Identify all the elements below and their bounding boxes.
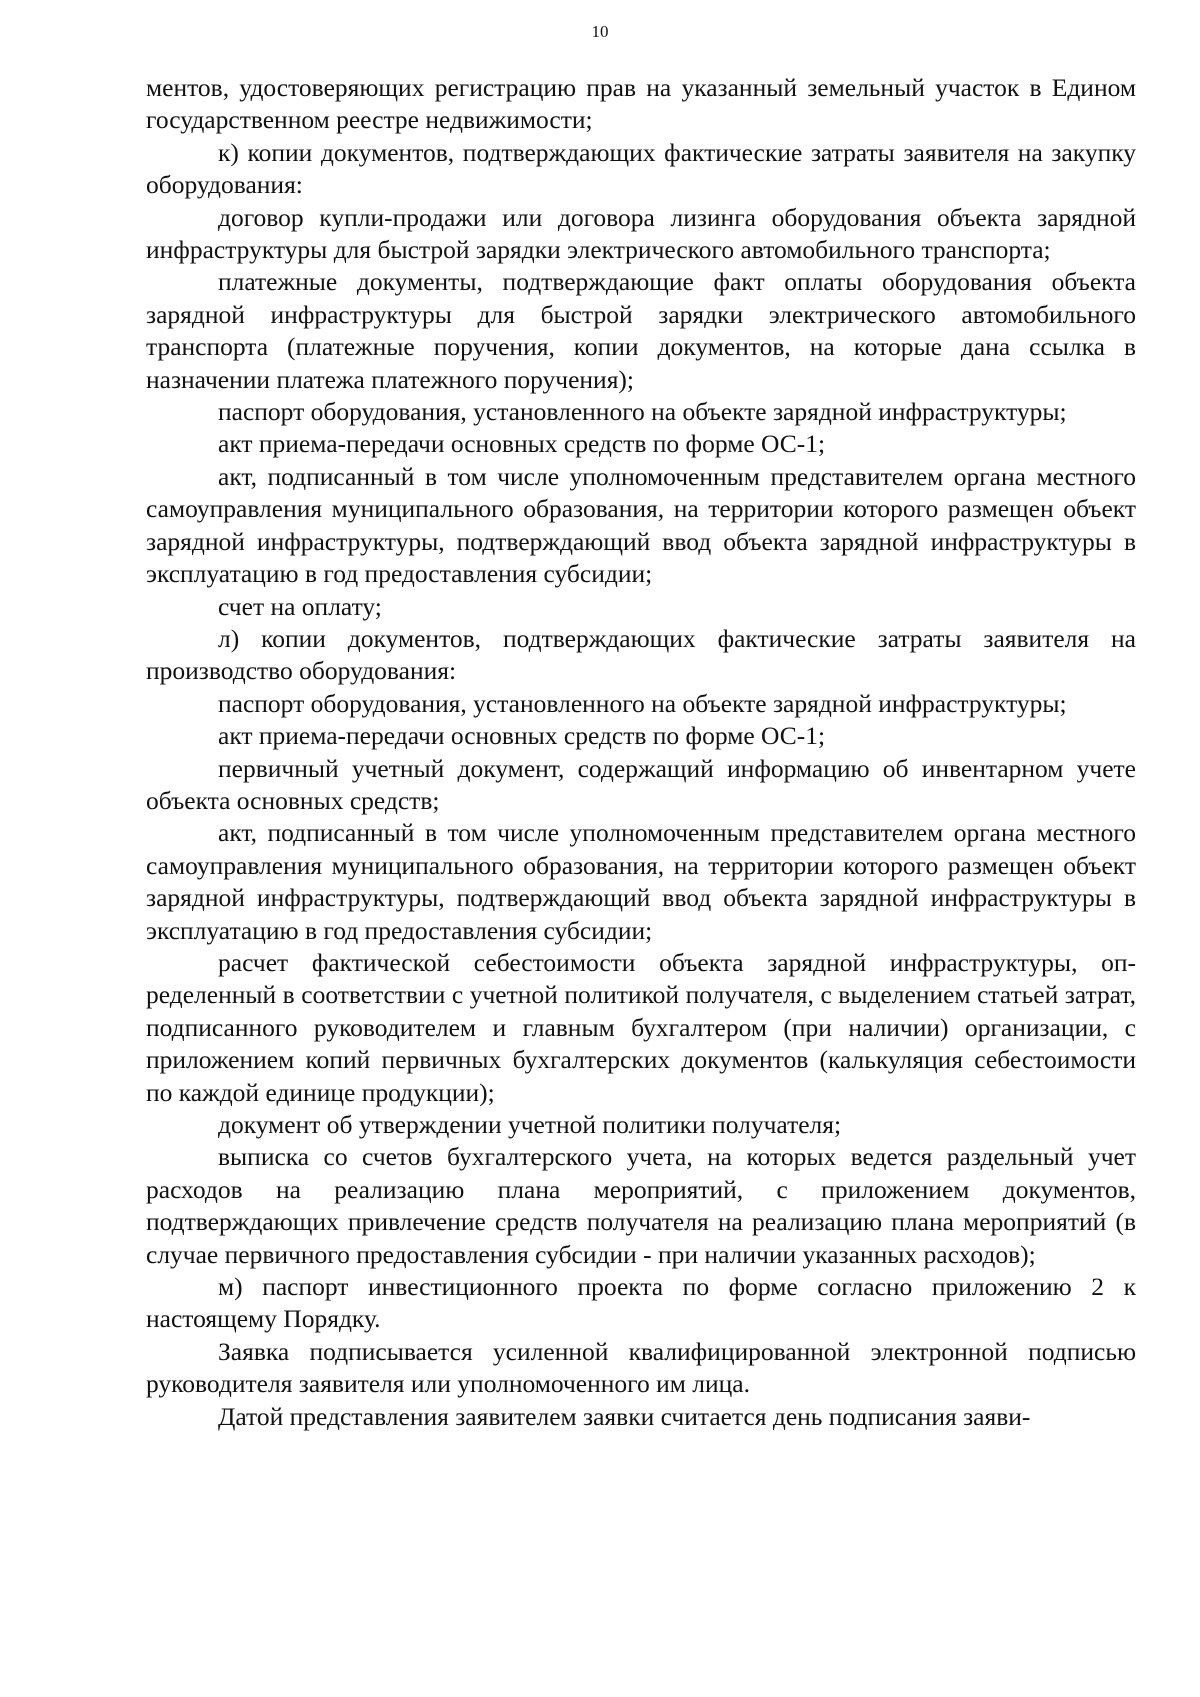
paragraph: первичный учетный документ, содержащий информацию об инвентарном учете объекта основных средств; (146, 753, 1136, 815)
paragraph: Заявка подписывается усиленной квалифицированной электронной подписью руководителя заявителя или уполномоченного им лица. (146, 1336, 1136, 1399)
paragraph: акт приема-передачи основных средств по форме ОС-1; (218, 721, 826, 751)
document-body (146, 72, 1136, 1433)
paragraph: платежные документы, подтверждающие факт оплаты оборудования объекта зарядной инфраструктуры для быстрой зарядки электрического автомобильного транспорта (платежные поручения, копии документов, на которые дана ссылка в назначении платежа платежного поручения); (146, 267, 1136, 394)
paragraph: паспорт оборудования, установленного на объекте зарядной инфраструктуры; (218, 688, 1067, 718)
paragraph: выписка со счетов бухгалтерского учета, на которых ведется раздельный учет расходов на реализацию плана мероприятий, с приложением документов, подтверждающих привлечение средств получателя на реализацию плана мероприятий (в случае первичного предоставления субсидии - при наличии указанных расходов); (146, 1142, 1136, 1269)
paragraph: ментов, удостоверяющих регистрацию прав на указанный земельный участок в Едином государственном реестре недвижимости; (146, 73, 1136, 135)
paragraph: договор купли-продажи или договора лизинга оборудования объекта зарядной инфраструктуры для быстрой зарядки электрического автомобильного транспорта; (146, 202, 1136, 265)
paragraph: Датой представления заявителем заявки считается день подписания заяви- (218, 1401, 1031, 1431)
paragraph: расчет фактической себестоимости объекта зарядной инфраструктуры, определенный в соответствии с учетной политикой получателя, с выделением статьей затрат, подписанного руководителем и главным бухгалтером (при наличии) организации, с приложением копий первичных бухгалтерских документов (калькуляция себестоимости по каждой единице продукции); (146, 947, 1136, 1107)
paragraph: л) копии документов, подтверждающих фактические затраты заявителя на производство оборудования: (146, 623, 1136, 686)
paragraph: м) паспорт инвестиционного проекта по форме согласно приложению 2 к настоящему Порядку. (146, 1272, 1136, 1334)
paragraph: документ об утверждении учетной политики получателя; (218, 1110, 842, 1139)
page-number: 10 (591, 22, 609, 41)
paragraph: счет на оплату; (218, 591, 382, 621)
paragraph: к) копии документов, подтверждающих фактические затраты заявителя на закупку оборудования: (146, 137, 1136, 200)
paragraph: акт, подписанный в том числе уполномоченным представителем органа местного самоуправления муниципального образования, на территории которого размещен объект зарядной инфраструктуры, подтверждающий ввод объекта зарядной инфраструктуры в эксплуатацию в год предоставления субсидии; (146, 461, 1136, 589)
paragraph: паспорт оборудования, установленного на объекте зарядной инфраструктуры; (218, 397, 1067, 427)
paragraph: акт, подписанный в том числе уполномоченным представителем органа местного самоуправления муниципального образования, на территории которого размещен объект зарядной инфраструктуры, подтверждающий ввод объекта зарядной инфраструктуры в эксплуатацию в год предоставления субсидии; (146, 818, 1136, 945)
paragraph: акт приема-передачи основных средств по форме ОС-1; (218, 429, 826, 459)
